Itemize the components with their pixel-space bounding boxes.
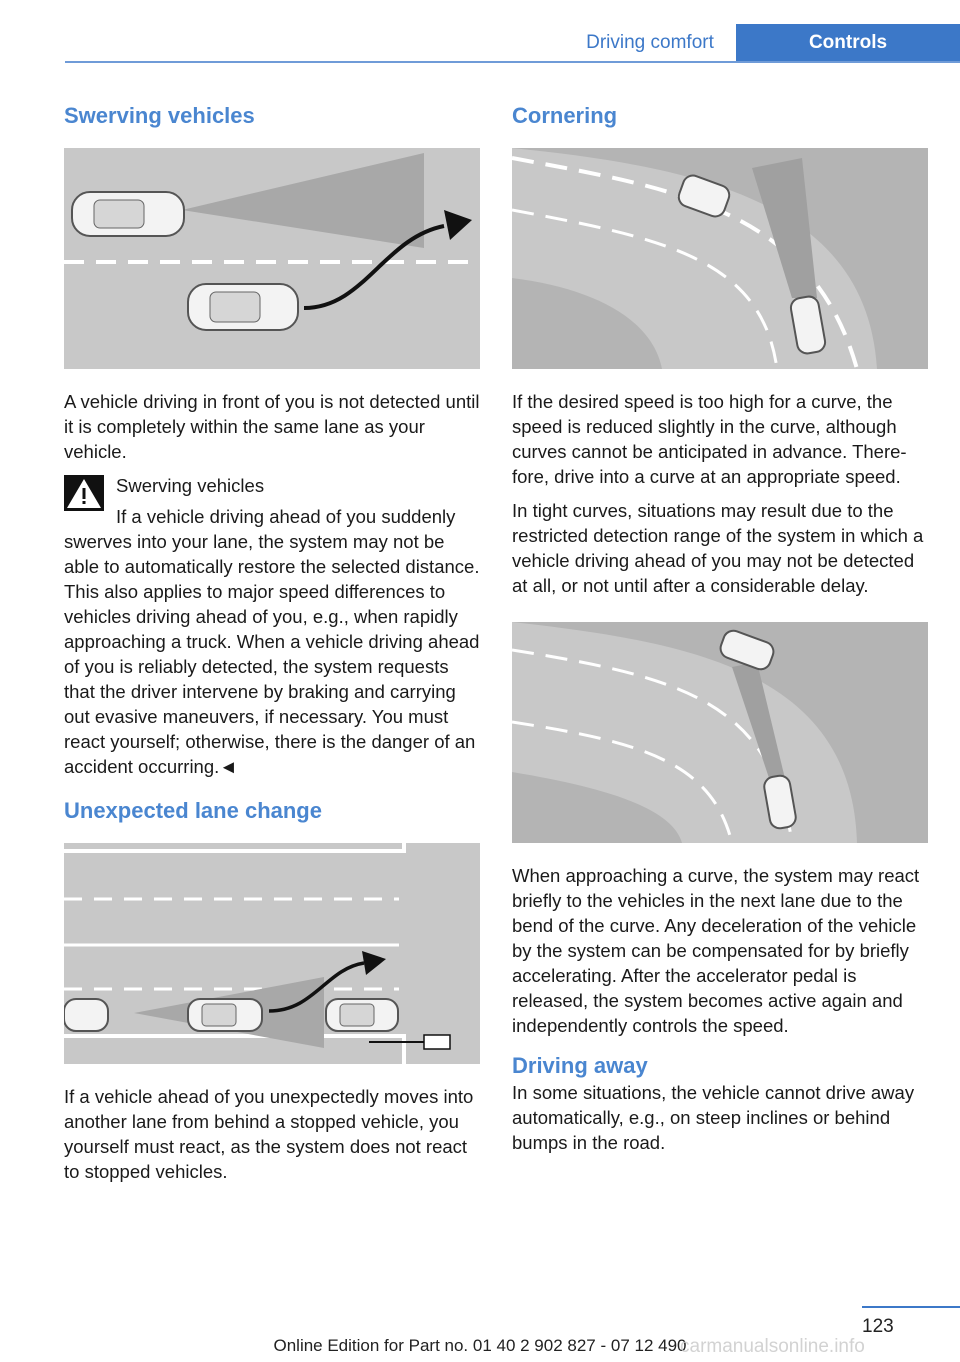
section-tab: Driving comfort bbox=[564, 24, 736, 62]
warning-title: Swerving vehicles bbox=[116, 475, 265, 496]
right-column bbox=[512, 100, 928, 1164]
left-column bbox=[64, 100, 480, 1193]
paragraph-cornering-1: If the desired speed is too high for a curve, the speed is reduced slightly in the curve, although curves cannot be anticipated in advance. Therefore, drive into a curve at an appropriate speed. bbox=[512, 391, 907, 487]
footer-rule bbox=[862, 1306, 960, 1308]
paragraph-cornering-3: When approaching a curve, the system may react briefly to the vehicles in the next lane due to the bend of the curve. Any deceleration of the vehicle by the system can be compensated for by briefly accelerating. After the accelerator pedal is released, the system becomes active again and independently controls the speed. bbox=[512, 865, 920, 1036]
warning-triangle-icon bbox=[64, 475, 104, 511]
chapter-tab: Controls bbox=[736, 24, 960, 62]
heading-swerving-vehicles: Swerving vehicles bbox=[64, 103, 255, 128]
heading-driving-away: Driving away bbox=[512, 1053, 648, 1078]
figure-cornering-1 bbox=[512, 148, 928, 369]
paragraph-driving-away: In some situations, the vehicle cannot drive away automatically, e.g., on steep inclines or behind bumps in the road. bbox=[512, 1082, 915, 1153]
paragraph-swerving: A vehicle driving in front of you is not detected until it is completely within the same lane as your vehicle. bbox=[64, 391, 480, 462]
figure-unexpected-lane-change bbox=[64, 843, 480, 1064]
figure-cornering-2 bbox=[512, 622, 928, 843]
header-tabs bbox=[564, 24, 960, 62]
edition-footer: Online Edition for Part no. 01 40 2 902 827 - 07 12 490 bbox=[273, 1336, 687, 1355]
warning-body: If a vehicle driving ahead of you suddenly swerves into your lane, the system may not be able to automatically restore the selected distance. This also applies to major speed differences to vehicles driving ahead of you, e.g., when rapidly approaching a truck. When a vehicle driving ahead of you is reliably detected, the system requests that the driver intervene by braking and carrying out evasive maneuvers, if necessary. You must react yourself; otherwise, there is the danger of an accident occurring.◄ bbox=[64, 506, 480, 777]
paragraph-lane-change: If a vehicle ahead of you unexpectedly moves into another lane from behind a stopped vehicle, you yourself must react, as the system does not react to stopped vehicles. bbox=[64, 1086, 474, 1182]
watermark: carmanualsonline.info bbox=[680, 1336, 865, 1357]
figure-swerving-vehicles bbox=[64, 148, 480, 369]
heading-unexpected-lane-change: Unexpected lane change bbox=[64, 798, 322, 823]
page-number: 123 bbox=[862, 1316, 894, 1337]
header-rule bbox=[65, 61, 960, 63]
warning-block bbox=[64, 473, 480, 779]
paragraph-cornering-2: In tight curves, situations may result due to the restricted detection range of the system in which a vehicle driving ahead of you may not be detected at all, or not until after a considerable delay. bbox=[512, 500, 924, 596]
heading-cornering: Cornering bbox=[512, 103, 618, 128]
